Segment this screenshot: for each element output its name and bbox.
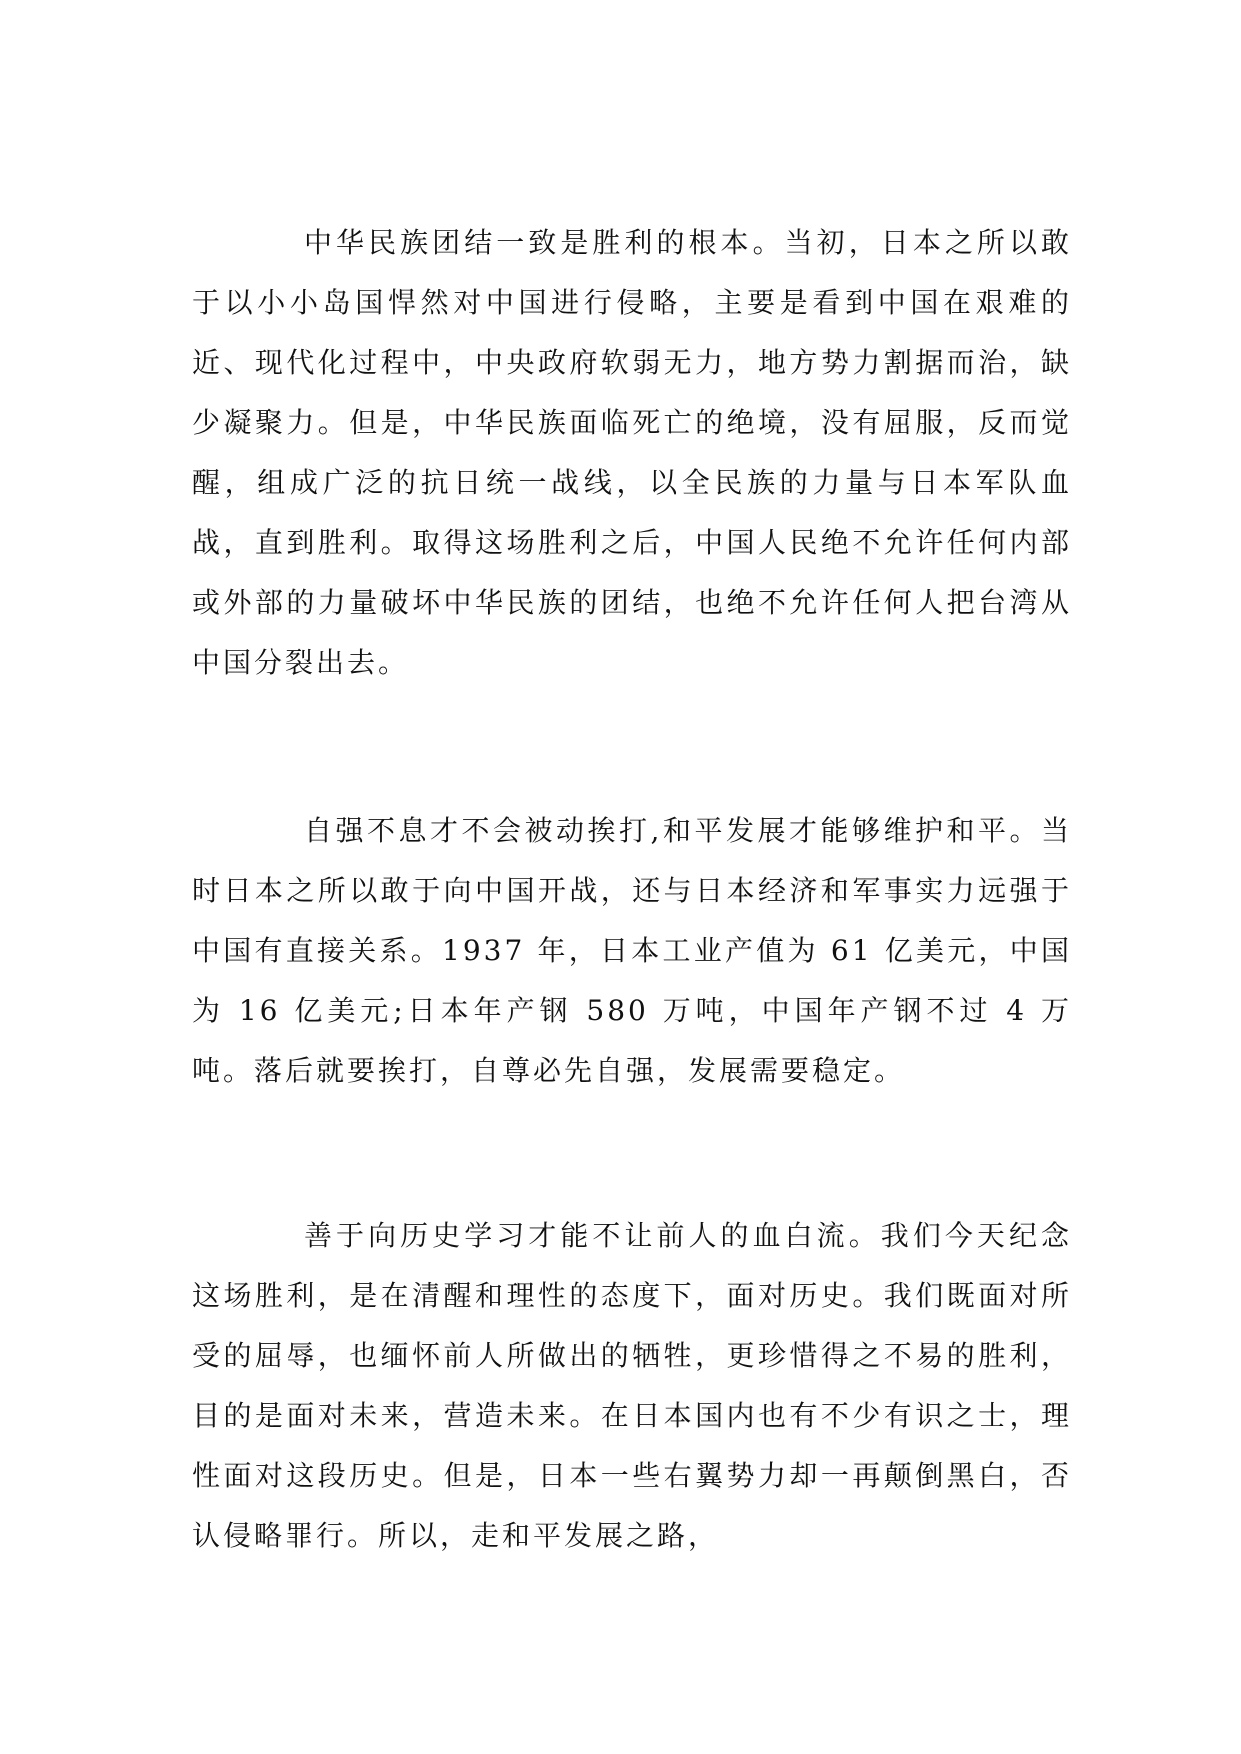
paragraph-self-strengthening: 自强不息才不会被动挨打,和平发展才能够维护和平。当时日本之所以敢于向中国开战，还与日本经济和军事实力远强于中国有直接关系。1937 年，日本工业产值为 61 亿美元，中国为 16 亿美元;日本年产钢 580 万吨，中国年产钢不过 4 万吨。落后就要挨打，自尊必先自强，发展需要稳定。	[192, 814, 1072, 1087]
paragraph-learning-history: 善于向历史学习才能不让前人的血白流。我们今天纪念这场胜利，是在清醒和理性的态度下，面对历史。我们既面对所受的屈辱，也缅怀前人所做出的牺牲，更珍惜得之不易的胜利，目的是面对未来，营造未来。在日本国内也有不少有识之士，理性面对这段历史。但是，日本一些右翼势力却一再颠倒黑白，否认侵略罪行。所以，走和平发展之路，	[192, 1219, 1072, 1552]
paragraph-unity: 中华民族团结一致是胜利的根本。当初，日本之所以敢于以小小岛国悍然对中国进行侵略，主要是看到中国在艰难的近、现代化过程中，中央政府软弱无力，地方势力割据而治，缺少凝聚力。但是，中华民族面临死亡的绝境，没有屈服，反而觉醒，组成广泛的抗日统一战线，以全民族的力量与日本军队血战，直到胜利。取得这场胜利之后，中国人民绝不允许任何内部或外部的力量破坏中华民族的团结，也绝不允许任何人把台湾从中国分裂出去。	[192, 226, 1072, 679]
